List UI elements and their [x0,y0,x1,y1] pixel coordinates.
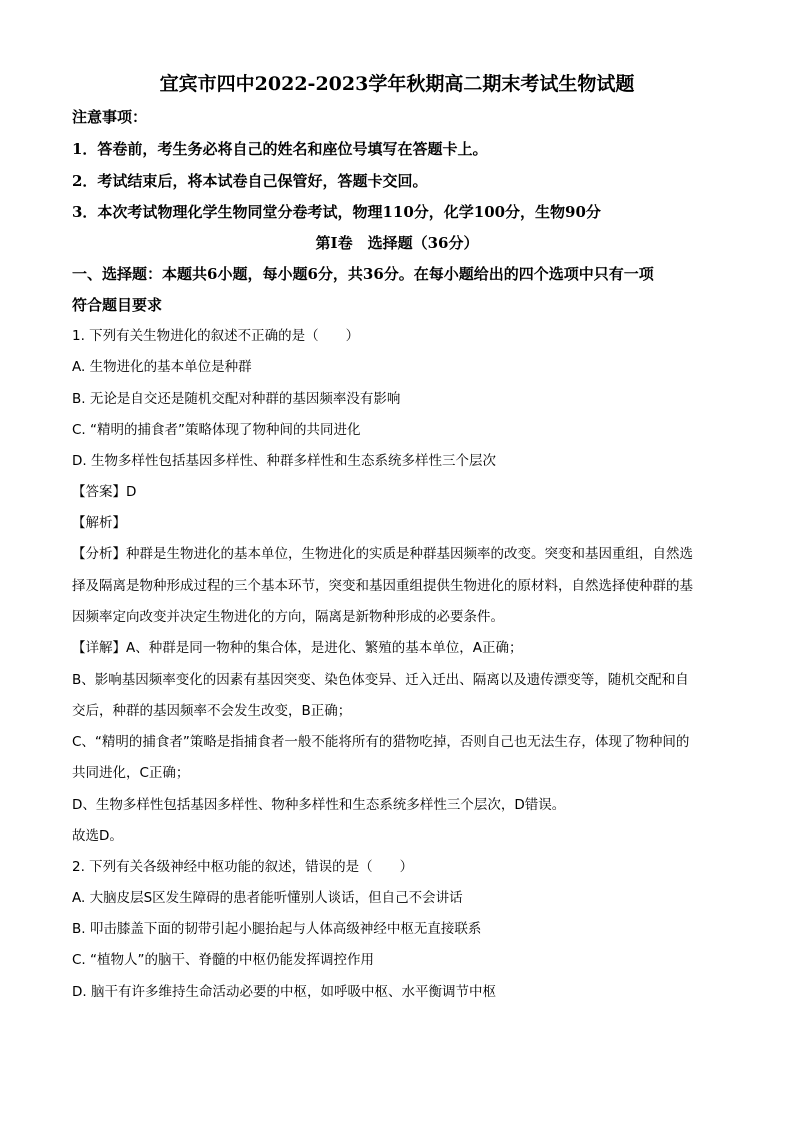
q2-option-d: D. 脑干有许多维持生命活动必要的中枢，如呼吸中枢、水平衡调节中枢 [72,984,496,1000]
q2-option-c: C. “植物人”的脑干、脊髓的中枢仍能发挥调控作用 [72,952,374,968]
notice-item-2: 2．考试结束后，将本试卷自己保管好，答题卡交回。 [72,172,428,190]
q1-option-b: B. 无论是自交还是随机交配对种群的基因频率没有影响 [72,391,401,407]
q1-analysis-line: C、“精明的捕食者”策略是指捕食者一般不能将所有的猎物吃掉，否则自己也无法生存，体现了物种间的 [72,734,690,750]
q1-analysis-line: 交后，种群的基因频率不会发生改变，B正确； [72,703,352,719]
q2-option-a: A. 大脑皮层S区发生障碍的患者能听懂别人谈话，但自己不会讲话 [72,890,463,906]
q1-answer: 【答案】D [72,484,137,500]
section-title: 第Ⅰ卷 选择题（36分） [315,234,479,252]
q1-option-a: A. 生物进化的基本单位是种群 [72,359,252,375]
q1-analysis-line: B、影响基因频率变化的因素有基因突变、染色体变异、迁入迁出、隔离以及遗传漂变等，随机交配和自 [72,672,689,688]
part-heading-line-2: 符合题目要求 [72,296,163,314]
q1-analysis-label: 【解析】 [72,515,126,531]
q1-option-d: D. 生物多样性包括基因多样性、种群多样性和生态系统多样性三个层次 [72,453,496,469]
q1-analysis-line: 因频率定向改变并决定生物进化的方向，隔离是新物种形成的必要条件。 [72,609,504,625]
q1-analysis-line: 【详解】A、种群是同一物种的集合体，是进化、繁殖的基本单位，A正确； [72,640,523,656]
q1-analysis-line: 故选D。 [72,828,123,844]
q1-analysis-line: 【分析】种群是生物进化的基本单位，生物进化的实质是种群基因频率的改变。突变和基因重组，自然选 [72,546,693,562]
q1-analysis-line: D、生物多样性包括基因多样性、物种多样性和生态系统多样性三个层次，D错误。 [72,797,566,813]
q1-option-c: C. “精明的捕食者”策略体现了物种间的共同进化 [72,422,361,438]
q1-stem: 1. 下列有关生物进化的叙述不正确的是（ ） [72,328,360,344]
notice-heading: 注意事项： [72,108,148,126]
notice-item-1: 1．答卷前，考生务必将自己的姓名和座位号填写在答题卡上。 [72,140,488,158]
notice-item-3: 3．本次考试物理化学生物同堂分卷考试，物理110分，化学100分，生物90分 [72,203,601,221]
q2-stem: 2. 下列有关各级神经中枢功能的叙述，错误的是（ ） [72,859,414,875]
q1-analysis-line: 择及隔离是物种形成过程的三个基本环节，突变和基因重组提供生物进化的原材料，自然选择使种群的基 [72,578,693,594]
exam-title: 宜宾市四中2022-2023学年秋期高二期末考试生物试题 [159,73,635,95]
part-heading-line-1: 一、选择题：本题共6小题，每小题6分，共36分。在每小题给出的四个选项中只有一项 [72,265,654,283]
q2-option-b: B. 叩击膝盖下面的韧带引起小腿抬起与人体高级神经中枢无直接联系 [72,921,482,937]
q1-analysis-line: 共同进化，C正确； [72,765,190,781]
